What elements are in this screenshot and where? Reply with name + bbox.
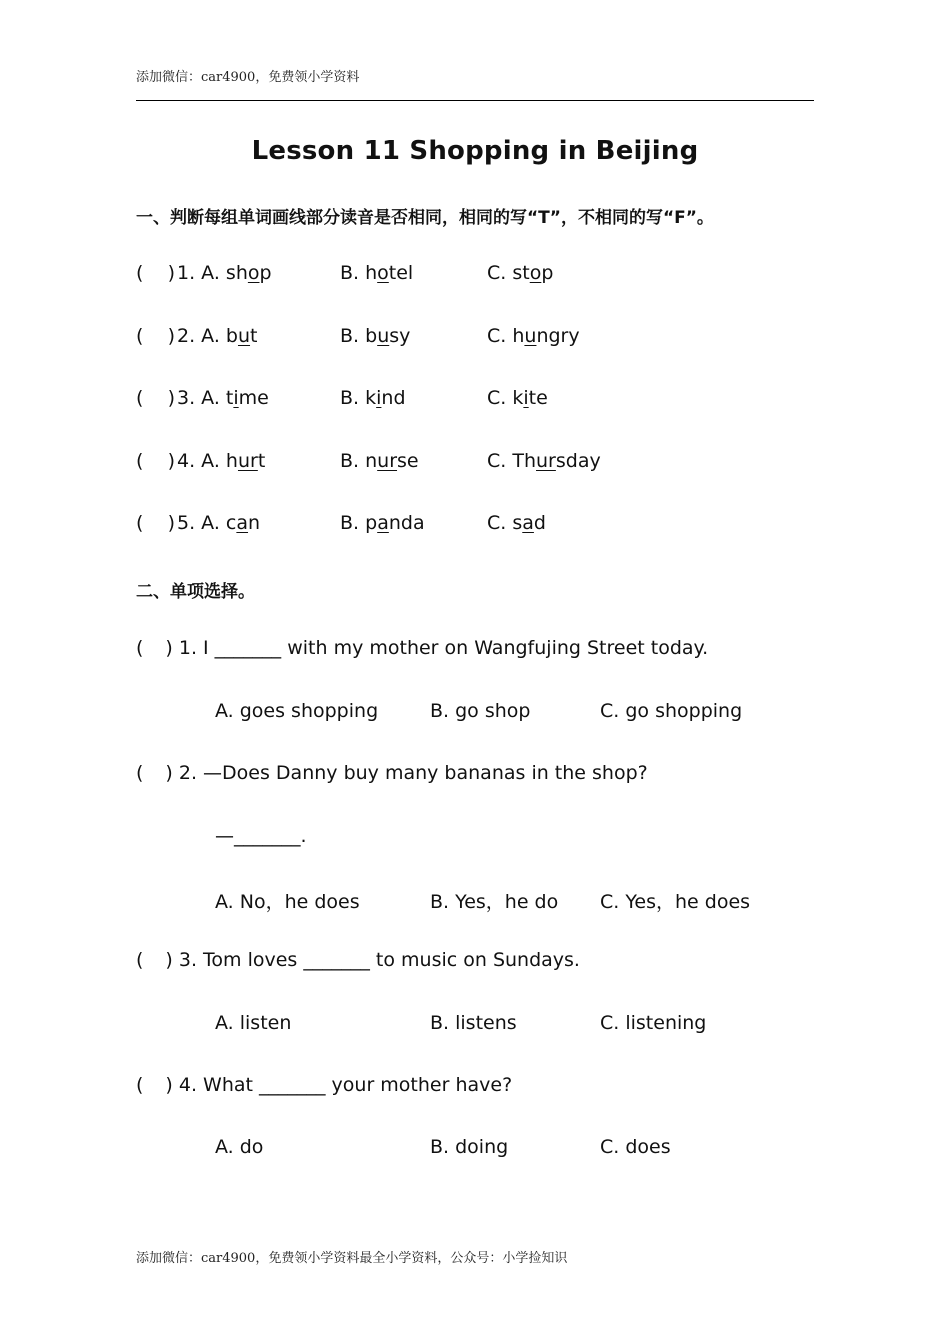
word-c [487, 325, 580, 347]
word-part: d [533, 512, 546, 534]
option-label: B. [340, 450, 366, 472]
word-part: se [397, 450, 419, 472]
underlined-letters: i [376, 387, 382, 409]
word-part: te [528, 387, 548, 409]
word-part: h [225, 450, 238, 472]
word-part: t [225, 387, 234, 409]
word-part: p [541, 262, 554, 284]
word-part: p [365, 512, 378, 534]
answer-paren[interactable]: ( [136, 949, 144, 971]
word-part: h [512, 325, 525, 347]
word-part: b [225, 325, 238, 347]
header-divider [136, 100, 814, 101]
underlined-letters: a [377, 512, 389, 534]
footer-note: 添加微信：car4900，免费领小学资料最全小学资料，公众号：小学捡知识 [136, 1251, 568, 1266]
word-part: c [225, 512, 237, 534]
word-a [177, 450, 265, 472]
q1-option-b: B. go shop [430, 700, 531, 722]
answer-bracket[interactable]: ( ) [136, 512, 175, 534]
word-part: t [257, 450, 266, 472]
word-part: s [512, 512, 523, 534]
word-part: n [248, 512, 261, 534]
word-part: Th [512, 450, 537, 472]
word-part: nda [388, 512, 425, 534]
question-2-stem: ) 2. —Does Danny buy many bananas in the shop? [165, 762, 648, 784]
word-b [340, 387, 406, 409]
word-part: nd [381, 387, 406, 409]
question-3-stem: ) 3. Tom loves _______ to music on Sundays. [165, 949, 580, 971]
q2-option-b: B. Yes，he do [430, 891, 559, 913]
option-label: B. [340, 262, 366, 284]
word-part: sday [555, 450, 601, 472]
word-part: sh [225, 262, 248, 284]
q4-option-c: C. does [600, 1136, 671, 1158]
header-note: 添加微信：car4900，免费领小学资料 [136, 70, 360, 85]
question-1-stem: ) 1. I _______ with my mother on Wangfujing Street today. [165, 637, 709, 659]
question-3 [136, 949, 580, 971]
q1-option-a: A. goes shopping [215, 700, 379, 722]
option-label: 1. A. [177, 262, 226, 284]
q3-option-c: C. listening [600, 1012, 707, 1034]
page-title: Lesson 11 Shopping in Beijing [251, 136, 699, 166]
word-part: p [259, 262, 272, 284]
word-b [340, 450, 419, 472]
underlined-letters: ur [536, 450, 556, 472]
answer-paren[interactable]: ( [136, 637, 144, 659]
option-label: C. [487, 450, 513, 472]
word-part: b [365, 325, 378, 347]
underlined-letters: o [377, 262, 389, 284]
option-label: B. [340, 387, 366, 409]
word-part: sy [389, 325, 411, 347]
q2-answer-line: —_______. [215, 825, 307, 847]
underlined-letters: u [237, 325, 251, 347]
word-part: k [512, 387, 524, 409]
underlined-letters: o [247, 262, 260, 284]
option-label: B. [340, 325, 366, 347]
part1-heading: 一、判断每组单词画线部分读音是否相同，相同的写“T”，不相同的写“F”。 [136, 208, 714, 228]
option-label: 4. A. [177, 450, 226, 472]
question-1 [136, 637, 708, 659]
word-part: h [365, 262, 378, 284]
underlined-letters: a [236, 512, 249, 534]
word-a [177, 262, 272, 284]
word-part: n [365, 450, 378, 472]
word-c [487, 512, 546, 534]
word-part: ngry [536, 325, 580, 347]
answer-paren[interactable]: ( [136, 1074, 144, 1096]
word-c [487, 387, 548, 409]
option-label: C. [487, 512, 513, 534]
question-4-stem: ) 4. What _______ your mother have? [165, 1074, 513, 1096]
word-b [340, 325, 410, 347]
q2-option-c: C. Yes，he does [600, 891, 751, 913]
word-a [177, 512, 260, 534]
underlined-letters: a [522, 512, 534, 534]
underlined-letters: i [523, 387, 529, 409]
q4-option-b: B. doing [430, 1136, 509, 1158]
answer-bracket[interactable]: ( ) [136, 325, 175, 347]
word-c [487, 262, 553, 284]
underlined-letters: u [524, 325, 537, 347]
answer-bracket[interactable]: ( ) [136, 450, 175, 472]
option-label: 5. A. [177, 512, 226, 534]
part2-heading: 二、单项选择。 [136, 582, 255, 602]
word-part: st [512, 262, 530, 284]
q3-option-b: B. listens [430, 1012, 517, 1034]
option-label: C. [487, 387, 513, 409]
answer-bracket[interactable]: ( ) [136, 387, 175, 409]
q3-option-a: A. listen [215, 1012, 292, 1034]
answer-paren[interactable]: ( [136, 762, 144, 784]
word-part: tel [388, 262, 414, 284]
option-label: B. [340, 512, 366, 534]
word-a [177, 325, 257, 347]
q2-option-a: A. No，he does [215, 891, 360, 913]
question-4 [136, 1074, 512, 1096]
underlined-letters: u [377, 325, 390, 347]
option-label: C. [487, 325, 513, 347]
q1-option-c: C. go shopping [600, 700, 743, 722]
word-part: me [238, 387, 269, 409]
underlined-letters: i [233, 387, 239, 409]
question-2 [136, 762, 648, 784]
word-c [487, 450, 601, 472]
underlined-letters: o [529, 262, 542, 284]
underlined-letters: ur [237, 450, 258, 472]
q4-option-a: A. do [215, 1136, 264, 1158]
word-b [340, 512, 425, 534]
word-b [340, 262, 413, 284]
underlined-letters: ur [377, 450, 398, 472]
word-part: t [250, 325, 258, 347]
answer-bracket[interactable]: ( ) [136, 262, 175, 284]
option-label: 3. A. [177, 387, 226, 409]
word-part: k [365, 387, 377, 409]
option-label: C. [487, 262, 513, 284]
word-a [177, 387, 269, 409]
option-label: 2. A. [177, 325, 226, 347]
